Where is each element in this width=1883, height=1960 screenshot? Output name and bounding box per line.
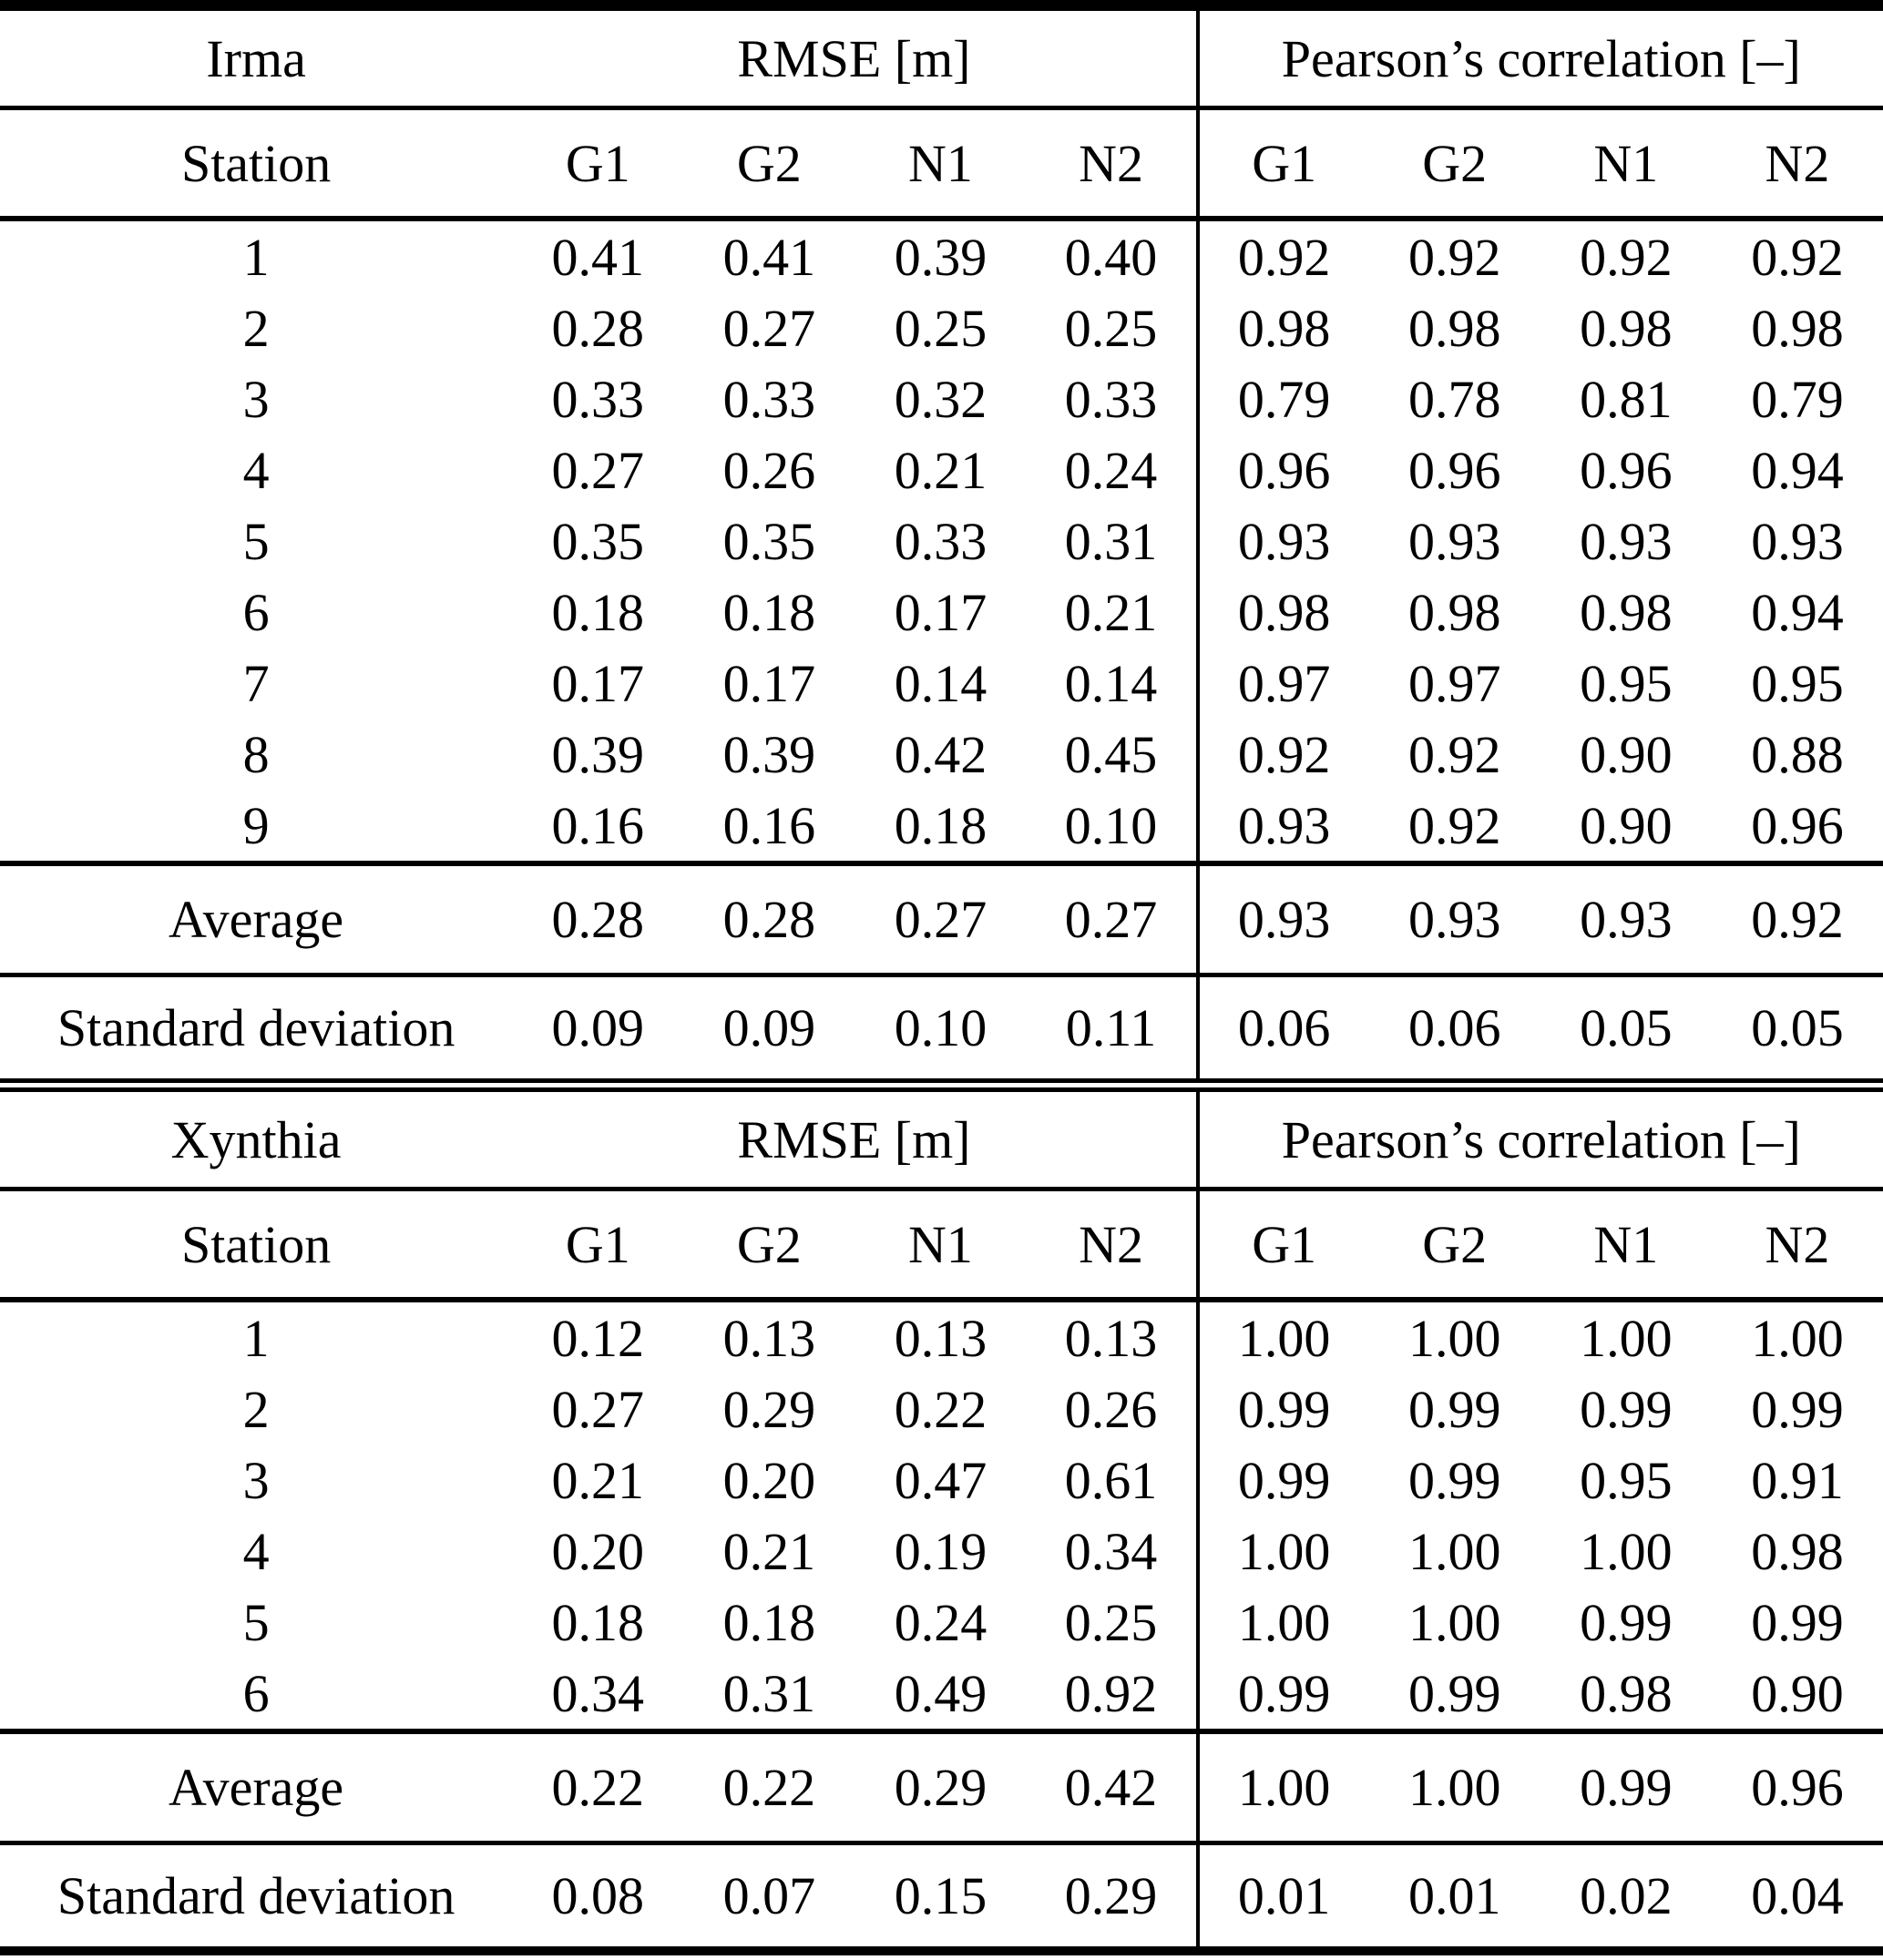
value-cell: 0.05 (1580, 998, 1673, 1057)
value-cell: 1.00 (1407, 1308, 1501, 1368)
table-row (0, 219, 1883, 292)
value-cell: 0.93 (1407, 511, 1501, 571)
value-cell: 0.22 (512, 1731, 683, 1843)
value-cell: 1.00 (1198, 1300, 1369, 1373)
value-cell: 0.25 (1064, 298, 1158, 358)
value-cell: 0.34 (1064, 1521, 1158, 1581)
value-cell: 0.21 (894, 440, 988, 500)
value-cell: 1.00 (1198, 1731, 1369, 1843)
value-cell: 0.33 (1064, 369, 1158, 429)
xynthia-section-table (0, 1087, 1883, 1955)
value-cell: 0.21 (722, 1521, 816, 1581)
value-cell: 0.98 (1580, 1663, 1673, 1723)
col-header-pearson-g2: G2 (1369, 108, 1540, 219)
value-cell: 0.78 (1407, 369, 1501, 429)
col-header-pearson-n2: N2 (1712, 108, 1883, 219)
value-cell: 0.92 (1712, 863, 1883, 975)
value-cell: 0.18 (722, 582, 816, 642)
value-cell: 0.18 (894, 795, 988, 855)
value-cell: 0.90 (1751, 1663, 1844, 1723)
value-cell: 0.92 (1407, 795, 1501, 855)
value-cell: 0.33 (894, 511, 988, 571)
value-cell: 0.18 (551, 1592, 645, 1652)
station-cell: 4 (242, 1521, 270, 1581)
value-cell: 0.17 (722, 653, 816, 713)
xynthia-std-row (0, 1843, 1883, 1952)
value-cell: 0.39 (722, 724, 816, 784)
col-header-pearson-g1: G1 (1198, 108, 1369, 219)
value-cell: 0.24 (1064, 440, 1158, 500)
irma-average-row (0, 863, 1883, 975)
value-cell: 0.24 (894, 1592, 988, 1652)
value-cell: 0.31 (722, 1663, 816, 1723)
table-row (0, 577, 1883, 648)
xynthia-column-header-row (0, 1189, 1883, 1301)
value-cell: 0.91 (1751, 1450, 1844, 1510)
value-cell: 1.00 (1407, 1521, 1501, 1581)
value-cell: 0.09 (551, 998, 645, 1057)
value-cell: 0.93 (1198, 790, 1369, 863)
value-cell: 0.94 (1751, 582, 1844, 642)
table-row (0, 505, 1883, 577)
value-cell: 0.90 (1580, 724, 1673, 784)
value-cell: 0.93 (1198, 863, 1369, 975)
station-header: Station (0, 1189, 512, 1301)
value-cell: 0.42 (894, 724, 988, 784)
value-cell: 0.06 (1407, 998, 1501, 1057)
value-cell: 0.88 (1751, 724, 1844, 784)
table-row (0, 292, 1883, 363)
station-cell: 8 (242, 724, 270, 784)
value-cell: 0.06 (1198, 975, 1369, 1081)
station-cell: 4 (242, 440, 270, 500)
col-header-rmse-g1: G1 (512, 1189, 683, 1301)
value-cell: 1.00 (1580, 1521, 1673, 1581)
value-cell: 0.04 (1751, 1866, 1844, 1925)
station-cell: 5 (242, 1592, 270, 1652)
value-cell: 0.29 (722, 1379, 816, 1439)
value-cell: 0.98 (1751, 298, 1844, 358)
value-cell: 0.19 (894, 1521, 988, 1581)
value-cell: 0.61 (1064, 1450, 1158, 1510)
value-cell: 0.16 (722, 795, 816, 855)
value-cell: 0.95 (1751, 653, 1844, 713)
std-label: Standard deviation (56, 998, 455, 1057)
col-header-rmse-n1: N1 (855, 1189, 1026, 1301)
table-row (0, 719, 1883, 790)
value-cell: 0.25 (1064, 1592, 1158, 1652)
station-cell: 1 (242, 1308, 270, 1368)
value-cell: 0.92 (1407, 227, 1501, 287)
value-cell: 1.00 (1580, 1308, 1673, 1368)
value-cell: 0.99 (1407, 1379, 1501, 1439)
value-cell: 0.99 (1198, 1658, 1369, 1731)
value-cell: 0.90 (1580, 795, 1673, 855)
col-header-pearson-n1: N1 (1540, 1189, 1712, 1301)
value-cell: 0.99 (1540, 1731, 1712, 1843)
value-cell: 0.12 (551, 1308, 645, 1368)
value-cell: 0.29 (855, 1731, 1026, 1843)
table-row (0, 648, 1883, 719)
section-title: Xynthia (0, 1090, 512, 1189)
value-cell: 0.42 (1027, 1731, 1198, 1843)
value-cell: 0.16 (551, 795, 645, 855)
value-cell: 0.25 (894, 298, 988, 358)
value-cell: 0.96 (1198, 434, 1369, 505)
value-cell: 0.39 (551, 724, 645, 784)
value-cell: 0.28 (683, 863, 855, 975)
value-cell: 0.28 (512, 863, 683, 975)
value-cell: 0.21 (1064, 582, 1158, 642)
table-row (0, 1373, 1883, 1444)
value-cell: 0.99 (1751, 1379, 1844, 1439)
value-cell: 0.49 (894, 1663, 988, 1723)
value-cell: 0.01 (1407, 1866, 1501, 1925)
value-cell: 0.93 (1540, 863, 1712, 975)
value-cell: 0.92 (1751, 227, 1844, 287)
value-cell: 0.13 (1064, 1308, 1158, 1368)
value-cell: 0.27 (855, 863, 1026, 975)
value-cell: 0.93 (1198, 505, 1369, 577)
col-header-pearson-g2: G2 (1369, 1189, 1540, 1301)
value-cell: 0.34 (551, 1663, 645, 1723)
col-header-rmse-g2: G2 (683, 108, 855, 219)
value-cell: 0.13 (722, 1308, 816, 1368)
value-cell: 0.22 (683, 1731, 855, 1843)
value-cell: 0.26 (1064, 1379, 1158, 1439)
value-cell: 0.39 (894, 227, 988, 287)
station-cell: 7 (242, 653, 270, 713)
value-cell: 1.00 (1198, 1516, 1369, 1587)
table-row (0, 1300, 1883, 1373)
station-cell: 5 (242, 511, 270, 571)
value-cell: 0.11 (1065, 998, 1157, 1057)
value-cell: 0.27 (1027, 863, 1198, 975)
value-cell: 0.13 (894, 1308, 988, 1368)
value-cell: 1.00 (1198, 1587, 1369, 1658)
value-cell: 0.41 (551, 227, 645, 287)
value-cell: 0.92 (1407, 724, 1501, 784)
value-cell: 1.00 (1751, 1308, 1844, 1368)
value-cell: 0.33 (722, 369, 816, 429)
value-cell: 0.27 (551, 440, 645, 500)
col-header-rmse-n1: N1 (855, 108, 1026, 219)
value-cell: 0.93 (1751, 511, 1844, 571)
value-cell: 0.31 (1064, 511, 1158, 571)
irma-column-header-row (0, 108, 1883, 219)
station-header: Station (0, 108, 512, 219)
value-cell: 0.96 (1751, 795, 1844, 855)
value-cell: 0.14 (1064, 653, 1158, 713)
value-cell: 0.45 (1064, 724, 1158, 784)
value-cell: 0.98 (1580, 582, 1673, 642)
value-cell: 0.92 (1580, 227, 1673, 287)
value-cell: 0.07 (722, 1866, 816, 1925)
rmse-group-header: RMSE [m] (512, 5, 1197, 108)
col-header-pearson-n2: N2 (1712, 1189, 1883, 1301)
value-cell: 0.98 (1407, 582, 1501, 642)
value-cell: 0.96 (1407, 440, 1501, 500)
average-label: Average (0, 863, 512, 975)
value-cell: 0.98 (1407, 298, 1501, 358)
value-cell: 0.35 (551, 511, 645, 571)
section-title: Irma (0, 5, 512, 108)
value-cell: 0.18 (551, 582, 645, 642)
irma-std-row (0, 975, 1883, 1081)
table-row (0, 1516, 1883, 1587)
value-cell: 0.40 (1064, 227, 1158, 287)
value-cell: 0.17 (894, 582, 988, 642)
station-cell: 1 (242, 227, 270, 287)
table-row (0, 363, 1883, 434)
value-cell: 0.20 (722, 1450, 816, 1510)
value-cell: 0.27 (551, 1379, 645, 1439)
value-cell: 0.96 (1712, 1731, 1883, 1843)
value-cell: 0.93 (1369, 863, 1540, 975)
value-cell: 0.27 (722, 298, 816, 358)
value-cell: 0.99 (1407, 1663, 1501, 1723)
irma-group-header-row (0, 5, 1883, 108)
value-cell: 0.98 (1580, 298, 1673, 358)
pearson-group-header: Pearson’s correlation [–] (1198, 1090, 1883, 1189)
value-cell: 0.14 (894, 653, 988, 713)
value-cell: 0.99 (1580, 1379, 1673, 1439)
value-cell: 0.22 (894, 1379, 988, 1439)
value-cell: 0.92 (1198, 719, 1369, 790)
value-cell: 0.29 (1064, 1866, 1158, 1925)
station-cell: 6 (242, 582, 270, 642)
value-cell: 0.79 (1198, 363, 1369, 434)
value-cell: 0.79 (1751, 369, 1844, 429)
value-cell: 0.10 (1064, 795, 1158, 855)
value-cell: 0.99 (1407, 1450, 1501, 1510)
station-cell: 2 (242, 298, 270, 358)
average-label: Average (0, 1731, 512, 1843)
col-header-rmse-n2: N2 (1027, 108, 1198, 219)
value-cell: 0.92 (1198, 219, 1369, 292)
std-label: Standard deviation (56, 1866, 455, 1925)
value-cell: 0.26 (722, 440, 816, 500)
value-cell: 0.95 (1580, 1450, 1673, 1510)
value-cell: 0.41 (722, 227, 816, 287)
value-cell: 0.15 (894, 1866, 988, 1925)
value-cell: 0.99 (1751, 1592, 1844, 1652)
col-header-pearson-n1: N1 (1540, 108, 1712, 219)
value-cell: 0.92 (1064, 1663, 1158, 1723)
value-cell: 0.98 (1198, 577, 1369, 648)
table-row (0, 1444, 1883, 1516)
col-header-pearson-g1: G1 (1198, 1189, 1369, 1301)
value-cell: 0.10 (894, 998, 988, 1057)
value-cell: 0.20 (551, 1521, 645, 1581)
value-cell: 0.93 (1580, 511, 1673, 571)
station-cell: 6 (242, 1663, 270, 1723)
station-cell: 9 (242, 795, 270, 855)
value-cell: 0.28 (551, 298, 645, 358)
station-cell: 3 (242, 369, 270, 429)
pearson-group-header: Pearson’s correlation [–] (1198, 5, 1883, 108)
xynthia-group-header-row (0, 1090, 1883, 1189)
value-cell: 0.94 (1751, 440, 1844, 500)
value-cell: 0.96 (1580, 440, 1673, 500)
col-header-rmse-n2: N2 (1027, 1189, 1198, 1301)
table-row (0, 434, 1883, 505)
value-cell: 1.00 (1407, 1592, 1501, 1652)
value-cell: 0.99 (1580, 1592, 1673, 1652)
value-cell: 0.99 (1198, 1373, 1369, 1444)
value-cell: 0.01 (1198, 1843, 1369, 1952)
value-cell: 0.35 (722, 511, 816, 571)
value-cell: 0.33 (551, 369, 645, 429)
value-cell: 0.47 (894, 1450, 988, 1510)
station-cell: 3 (242, 1450, 270, 1510)
value-cell: 0.18 (722, 1592, 816, 1652)
value-cell: 1.00 (1369, 1731, 1540, 1843)
table-row (0, 790, 1883, 863)
value-cell: 0.02 (1580, 1866, 1673, 1925)
value-cell: 0.09 (722, 998, 816, 1057)
value-cell: 0.17 (551, 653, 645, 713)
rmse-group-header: RMSE [m] (512, 1090, 1197, 1189)
value-cell: 0.08 (551, 1866, 645, 1925)
xynthia-average-row (0, 1731, 1883, 1843)
station-cell: 2 (242, 1379, 270, 1439)
table-row (0, 1658, 1883, 1731)
value-cell: 0.97 (1198, 648, 1369, 719)
value-cell: 0.98 (1751, 1521, 1844, 1581)
value-cell: 0.81 (1580, 369, 1673, 429)
value-cell: 0.97 (1407, 653, 1501, 713)
col-header-rmse-g2: G2 (683, 1189, 855, 1301)
value-cell: 0.05 (1751, 998, 1844, 1057)
value-cell: 0.95 (1580, 653, 1673, 713)
value-cell: 0.21 (551, 1450, 645, 1510)
value-cell: 0.98 (1198, 292, 1369, 363)
value-cell: 0.99 (1198, 1444, 1369, 1516)
table-row (0, 1587, 1883, 1658)
col-header-rmse-g1: G1 (512, 108, 683, 219)
value-cell: 0.32 (894, 369, 988, 429)
